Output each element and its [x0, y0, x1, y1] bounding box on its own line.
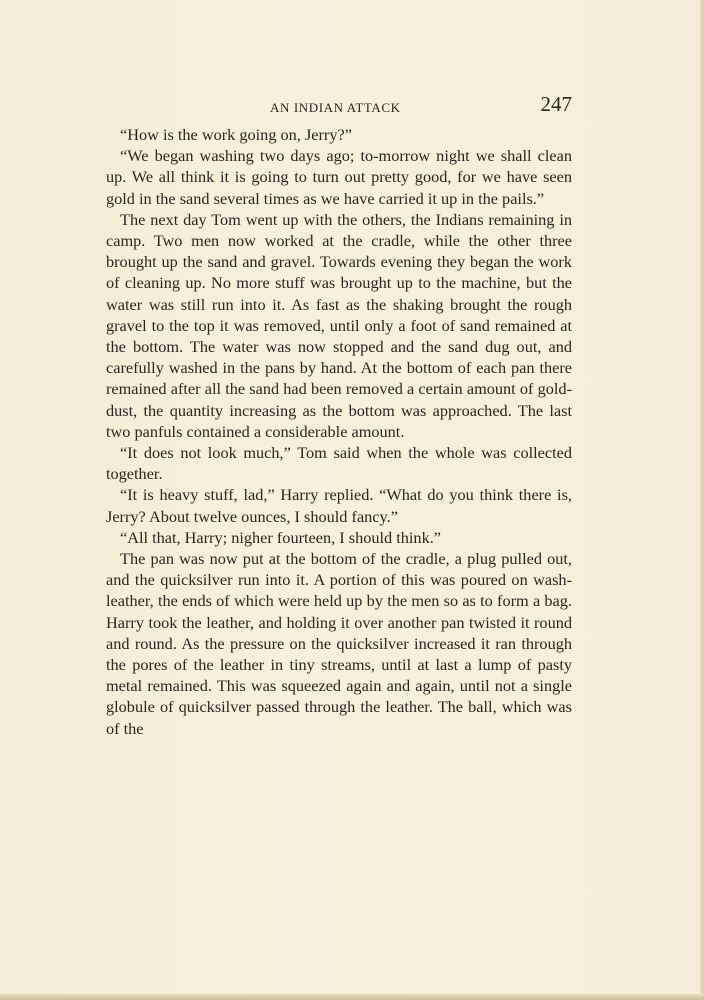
paragraph: “We began washing two days ago; to-morrow night we shall clean up. We all think it is going to turn out pretty good, for we have seen gold in the sand several times as we have carried it up in the pails.”: [106, 146, 572, 208]
paragraph: The pan was now put at the bottom of the cradle, a plug pulled out, and the quicksilver run into it. A portion of this was poured on wash-leather, the ends of which were held up by the men so as to form a bag. Harry took the leather, and holding it over another pan twisted it round and round. As the pressure on the quicksilver increased it ran through the pores of the leather in tiny streams, until at last a lump of pasty metal remained. This was squeezed again and again, until not a single globule of quicksilver passed through the leather. The ball, which was of the: [106, 549, 572, 738]
paragraph: The next day Tom went up with the others, the Indians remaining in camp. Two men now worked at the cradle, while the other three brought up the sand and gravel. Towards evening they began the work of cleaning up. No more stuff was brought up to the machine, but the water was still run into it. As fast as the shaking brought the rough gravel to the top it was removed, until only a foot of sand remained at the bottom. The water was now stopped and the sand dug out, and carefully washed in the pans by hand. At the bottom of each pan there remained after all the sand had been removed a certain amount of gold-dust, the quantity increasing as the bottom was approached. The last two panfuls contained a considerable amount.: [106, 209, 572, 441]
body-text: [106, 124, 572, 739]
page-edge-right: [700, 0, 704, 1000]
paragraph: “It is heavy stuff, lad,” Harry replied. “What do you think there is, Jerry? About twelve ounces, I should fancy.”: [106, 485, 572, 526]
paragraph: “All that, Harry; nigher fourteen, I should think.”: [120, 527, 442, 547]
running-head: AN INDIAN ATTACK: [270, 100, 401, 115]
page-edge-bottom: [0, 994, 704, 1000]
paragraph: “How is the work going on, Jerry?”: [120, 125, 352, 144]
paragraph: “It does not look much,” Tom said when the whole was collected together.: [106, 443, 572, 484]
page-header: [106, 92, 572, 120]
page-number: 247: [540, 92, 572, 116]
